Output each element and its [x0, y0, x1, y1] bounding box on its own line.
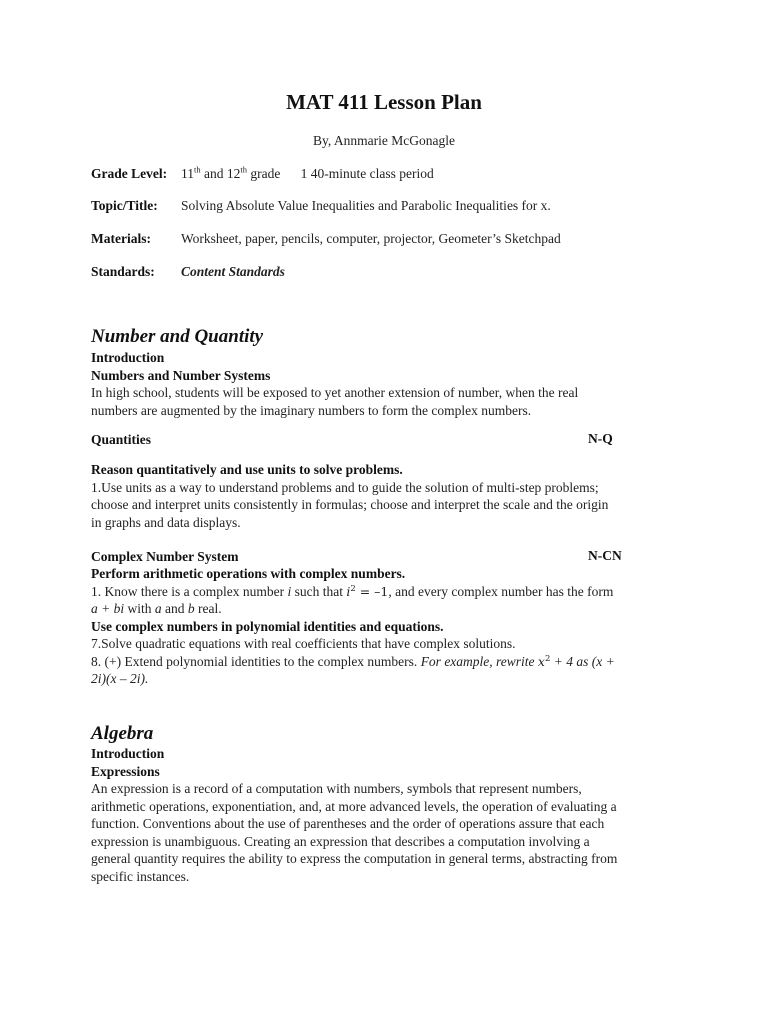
text-span: real.: [194, 601, 222, 616]
quantities-label: Quantities: [91, 432, 152, 447]
text-span: 2: [544, 653, 551, 664]
text-span: i: [287, 583, 292, 599]
intro-label: Introduction: [91, 350, 165, 365]
numbers-systems-subhead: Numbers and Number Systems: [91, 367, 271, 383]
number-quantity-intro: [91, 349, 681, 419]
text-span: a + bi: [91, 601, 125, 616]
text-span: = –1: [355, 583, 389, 599]
reason-heading: Reason quantitatively and use units to solve problems.: [91, 462, 403, 477]
grade-level-label: Grade Level:: [91, 166, 168, 181]
standards-row: [91, 264, 285, 280]
paragraph-line: arithmetic operations, exponentiation, and, at more advanced levels, the operation of evaluating a: [91, 798, 617, 814]
paragraph-line: in graphs and data displays.: [91, 514, 241, 530]
class-period: grade 1 40-minute class period: [247, 166, 434, 181]
text-span: 8. (+) Extend polynomial identities to the complex numbers.: [91, 653, 421, 669]
materials-row: [91, 231, 561, 247]
section-heading-number-quantity: Number and Quantity: [91, 326, 264, 347]
math-span: [346, 584, 388, 599]
text-span: 2: [350, 583, 356, 594]
paragraph-line: numbers are augmented by the imaginary numbers to form the complex numbers.: [91, 402, 532, 418]
grade-11: 11: [181, 166, 194, 181]
use-heading: Use complex numbers in polynomial identities and equations.: [91, 618, 444, 634]
text-span: b: [187, 601, 195, 616]
form-line: [91, 600, 681, 618]
paragraph-line: specific instances.: [91, 868, 190, 884]
extend-line: [91, 653, 681, 671]
grade-12: and 12: [200, 166, 241, 181]
paragraph-line: expression is unambiguous. Creating an expression that describes a computation involving a: [91, 833, 590, 849]
materials-label: Materials:: [91, 231, 151, 246]
grade-11-suffix: th: [194, 164, 201, 175]
text-span: with: [124, 601, 155, 616]
text-span: 1. Know there is a complex number: [91, 583, 288, 599]
intro-label: Introduction: [91, 746, 165, 761]
grade-level-value: [181, 166, 434, 181]
paragraph-line: 1.Use units as a way to understand problems and to guide the solution of multi-step problems;: [91, 479, 599, 495]
reason-block: [91, 461, 681, 531]
paragraph-line: 7.Solve quadratic equations with real coefficients that have complex solutions.: [91, 636, 516, 651]
grade-level-row: [91, 166, 434, 182]
text-span: a: [154, 601, 162, 616]
topic-label: Topic/Title:: [91, 198, 158, 213]
text-span: such that: [291, 583, 347, 599]
paragraph-line: In high school, students will be exposed to yet another extension of number, when the real: [91, 385, 579, 400]
section-heading-algebra: Algebra: [91, 723, 154, 744]
text-span: i: [346, 583, 351, 599]
topic-value: Solving Absolute Value Inequalities and Parabolic Inequalities for x.: [181, 198, 551, 213]
topic-row: [91, 198, 551, 214]
standards-value: Content Standards: [181, 264, 285, 279]
complex-number-code: N-CN: [588, 548, 622, 563]
text-span: , and every complex number has the form: [388, 583, 614, 599]
paragraph-line: An expression is a record of a computation with numbers, symbols that represent numbers,: [91, 781, 582, 796]
paragraph-line: general quantity requires the ability to express the computation in general terms, abstracting from: [91, 851, 618, 866]
expressions-subhead: Expressions: [91, 763, 160, 779]
materials-value: Worksheet, paper, pencils, computer, projector, Geometer’s Sketchpad: [181, 231, 561, 246]
quantities-code: N-Q: [588, 431, 613, 446]
text-span: and: [161, 601, 188, 616]
algebra-block: [91, 745, 681, 885]
text-span: + 4 as (x +: [550, 653, 615, 669]
paragraph-line: choose and interpret units consistently in formulas; choose and interpret the scale and the origin: [91, 497, 609, 512]
know-line: [91, 583, 681, 601]
author-byline: By, Annmarie McGonagle: [313, 133, 455, 148]
page-title: MAT 411 Lesson Plan: [286, 90, 482, 114]
complex-block: [91, 565, 681, 688]
grade-12-suffix: th: [240, 164, 247, 175]
paragraph-line: 2i)(x – 2i).: [91, 671, 149, 686]
complex-number-system-label: Complex Number System: [91, 549, 239, 564]
text-span: x: [537, 653, 545, 669]
standards-label: Standards:: [91, 264, 155, 279]
perform-heading: Perform arithmetic operations with complex numbers.: [91, 566, 406, 581]
text-span: For example, rewrite: [420, 653, 538, 669]
paragraph-line: function. Conventions about the use of parentheses and the order of operations assure that each: [91, 816, 605, 831]
math-span: [538, 654, 550, 669]
